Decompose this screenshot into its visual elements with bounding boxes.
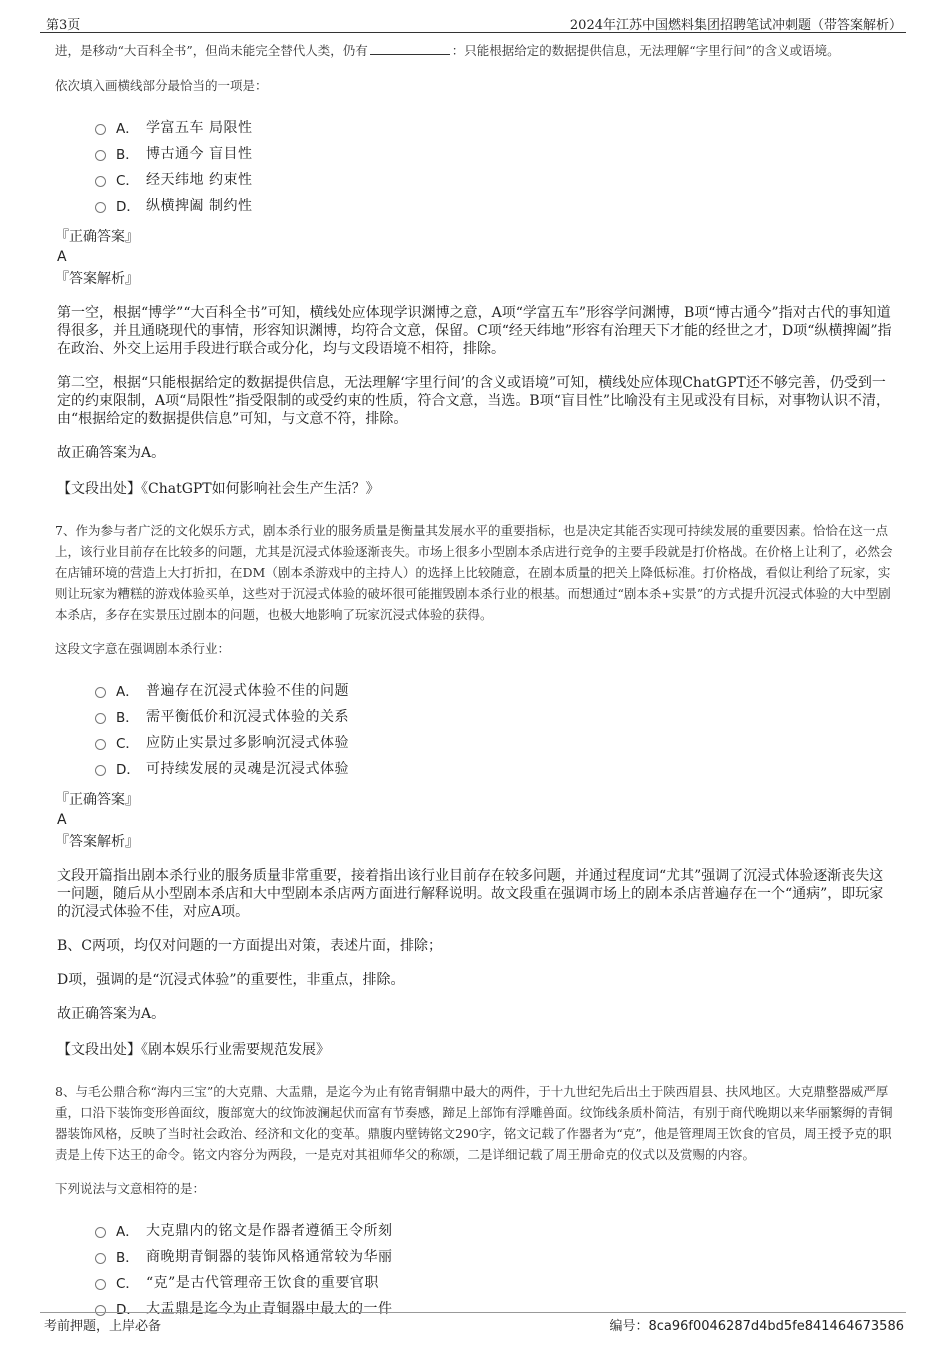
q8-options	[95, 1217, 895, 1321]
option-letter: D．	[116, 762, 140, 778]
option-letter: B．	[116, 147, 139, 163]
q8-option-b[interactable]	[95, 1243, 895, 1269]
option-letter: B．	[116, 710, 139, 726]
q6-analysis-1: 第一空，根据“博学”“大百科全书”可知，横线处应体现学识渊博之意，A项“学富五车”形容学问渊博，B项“博古通今”指对古代的事知道得很多，并且通晓现代的事情，形容知识渊博，均符合文意，保留。C项“经天纬地”形容有治理天下才能的经世之才，D项“纵横捭阖”指在政治、外交上运用手段进行联合或分化，均与文段语境不相符，排除。	[57, 305, 892, 357]
q7-analysis-4: 故正确答案为A。	[57, 1006, 166, 1022]
option-letter: A．	[116, 1224, 139, 1240]
page-number: 第3页	[46, 18, 81, 33]
option-text: 大克鼎内的铭文是作器者遵循王令所刻	[146, 1223, 393, 1239]
radio-icon[interactable]	[95, 176, 106, 187]
radio-icon[interactable]	[95, 765, 106, 776]
page-footer	[40, 1312, 906, 1334]
q6-options	[95, 114, 895, 218]
option-text: 应防止实景过多影响沉浸式体验	[146, 735, 349, 751]
radio-icon[interactable]	[95, 713, 106, 724]
radio-icon[interactable]	[95, 202, 106, 213]
q7-source: 【文段出处】《剧本娱乐行业需要规范发展》	[57, 1042, 330, 1058]
radio-icon[interactable]	[95, 1253, 106, 1264]
option-text: 经天纬地 约束性	[146, 172, 253, 188]
q6-option-d[interactable]	[95, 192, 895, 218]
footer-code	[609, 1315, 904, 1334]
radio-icon[interactable]	[95, 739, 106, 750]
q6-option-b[interactable]	[95, 140, 895, 166]
q7-answer-label: 『正确答案』	[55, 792, 139, 808]
q6-analysis-3: 故正确答案为A。	[57, 445, 166, 461]
q7-options	[95, 677, 895, 781]
radio-icon[interactable]	[95, 687, 106, 698]
document-title: 2024年江苏中国燃料集团招聘笔试冲刺题（带答案解析）	[569, 18, 902, 33]
q7-option-b[interactable]	[95, 703, 895, 729]
q6-option-a[interactable]	[95, 114, 895, 140]
option-letter: A．	[116, 121, 139, 137]
q7-analysis-2: B、C两项，均仅对问题的一方面提出对策，表述片面，排除；	[57, 938, 442, 954]
option-text: 大盂鼎是迄今为止青铜器中最大的一件	[146, 1301, 393, 1317]
option-letter: B．	[116, 1250, 139, 1266]
radio-icon[interactable]	[95, 124, 106, 135]
q6-analysis-2: 第二空，根据“只能根据给定的数据提供信息，无法理解‘字里行间’的含义或语境”可知，横线处应体现ChatGPT还不够完善，仍受到一定的约束限制，A项“局限性”指受限制的或受约束的性质，符合文意，当选。B项“盲目性”比喻没有主见或没有目标，对事物认识不清，由“根据给定的数据提供信息”可知，与文意不符，排除。	[57, 375, 891, 427]
q7-prompt: 这段文字意在强调剧本杀行业：	[55, 641, 231, 656]
q7-analysis-label: 『答案解析』	[55, 834, 139, 850]
q6-answer-label: 『正确答案』	[55, 229, 139, 245]
q7-text: 7、作为参与者广泛的文化娱乐方式，剧本杀行业的服务质量是衡量其发展水平的重要指标，也是决定其能否实现可持续发展的重要因素。恰恰在这一点上，该行业目前存在比较多的问题，尤其是沉浸式体验逐渐丧失。市场上很多小型剧本杀店进行竞争的主要手段就是打价格战。在价格上让利了，必然会在店铺环境的营造上大打折扣，在DM（剧本杀游戏中的主持人）的选择上比较随意，在剧本质量的把关上降低标准。打价格战，看似让利给了玩家，实则让玩家为糟糕的游戏体验买单，这些对于沉浸式体验的破坏很可能摧毁剧本杀行业的根基。而想通过“剧本杀+实景”的方式提升沉浸式体验的大中型剧本杀店，多存在实景压过剧本的问题，也极大地影响了玩家沉浸式体验的获得。	[55, 523, 893, 622]
footer-code-value: 8ca96f0046287d4bd5fe841464673586	[648, 1319, 904, 1334]
option-letter: D．	[116, 199, 140, 215]
option-letter: D．	[116, 1302, 140, 1318]
q6-intro	[55, 40, 895, 62]
option-text: 学富五车 局限性	[146, 120, 253, 136]
q6-source: 【文段出处】《ChatGPT如何影响社会生产生活？》	[57, 481, 380, 497]
q7-option-c[interactable]	[95, 729, 895, 755]
option-text: 普遍存在沉浸式体验不佳的问题	[146, 683, 349, 699]
option-text: “克”是古代管理帝王饮食的重要官职	[146, 1275, 379, 1291]
q7-answer: A	[57, 812, 67, 828]
option-text: 可持续发展的灵魂是沉浸式体验	[146, 761, 349, 777]
option-letter: C．	[116, 173, 139, 189]
q6-intro-before: 进，是移动“大百科全书”，但尚未能完全替代人类，仍有	[55, 43, 368, 58]
q6-analysis-label: 『答案解析』	[55, 271, 139, 287]
q6-intro-after: ：只能根据给定的数据提供信息，无法理解“字里行间”的含义或语境。	[451, 43, 840, 58]
q7-option-a[interactable]	[95, 677, 895, 703]
q7-analysis-3: D项，强调的是“沉浸式体验”的重要性，非重点，排除。	[57, 972, 405, 988]
radio-icon[interactable]	[95, 150, 106, 161]
option-text: 商晚期青铜器的装饰风格通常较为华丽	[146, 1249, 393, 1265]
radio-icon[interactable]	[95, 1279, 106, 1290]
q6-option-c[interactable]	[95, 166, 895, 192]
option-text: 博古通今 盲目性	[146, 146, 253, 162]
footer-slogan: 考前押题，上岸必备	[44, 1319, 162, 1334]
q8-option-c[interactable]	[95, 1269, 895, 1295]
fill-blank	[370, 54, 450, 55]
footer-code-label: 编号：	[609, 1319, 649, 1334]
page-content	[55, 40, 895, 1321]
q8-option-a[interactable]	[95, 1217, 895, 1243]
q6-answer: A	[57, 249, 67, 265]
q6-prompt: 依次填入画横线部分最恰当的一项是：	[55, 78, 268, 93]
radio-icon[interactable]	[95, 1305, 106, 1316]
option-text: 需平衡低价和沉浸式体验的关系	[146, 709, 349, 725]
q8-prompt: 下列说法与文意相符的是：	[55, 1181, 206, 1196]
q7-option-d[interactable]	[95, 755, 895, 781]
option-text: 纵横捭阖 制约性	[146, 198, 253, 214]
q7-analysis-1: 文段开篇指出剧本杀行业的服务质量非常重要，接着指出该行业目前存在较多问题，并通过程度词“尤其”强调了沉浸式体验逐渐丧失这一问题，随后从小型剧本杀店和大中型剧本杀店两方面进行解释说明。故文段重在强调市场上的剧本杀店普遍存在一个“通病”，即玩家的沉浸式体验不佳，对应A项。	[57, 868, 884, 920]
q8-text: 8、与毛公鼎合称“海内三宝”的大克鼎、大盂鼎，是迄今为止有铭青铜鼎中最大的两件，于十九世纪先后出土于陕西眉县、扶风地区。大克鼎整器威严厚重，口沿下装饰变形兽面纹，腹部宽大的纹饰波澜起伏而富有节奏感，蹄足上部饰有浮雕兽面。纹饰线条质朴简洁，有别于商代晚期以来华丽繁缛的青铜器装饰风格，反映了当时社会政治、经济和文化的变革。鼎腹内壁铸铭文290字，铭文记载了作器者为“克”，他是管理周王饮食的官员，周王授予克的职责是上传下达王的命令。铭文内容分为两段，一是克对其祖师华父的称颂，二是详细记载了周王册命克的仪式以及赏赐的内容。	[55, 1084, 893, 1162]
option-letter: A．	[116, 684, 139, 700]
radio-icon[interactable]	[95, 1227, 106, 1238]
page-header	[40, 10, 906, 33]
option-letter: C．	[116, 736, 139, 752]
option-letter: C．	[116, 1276, 139, 1292]
